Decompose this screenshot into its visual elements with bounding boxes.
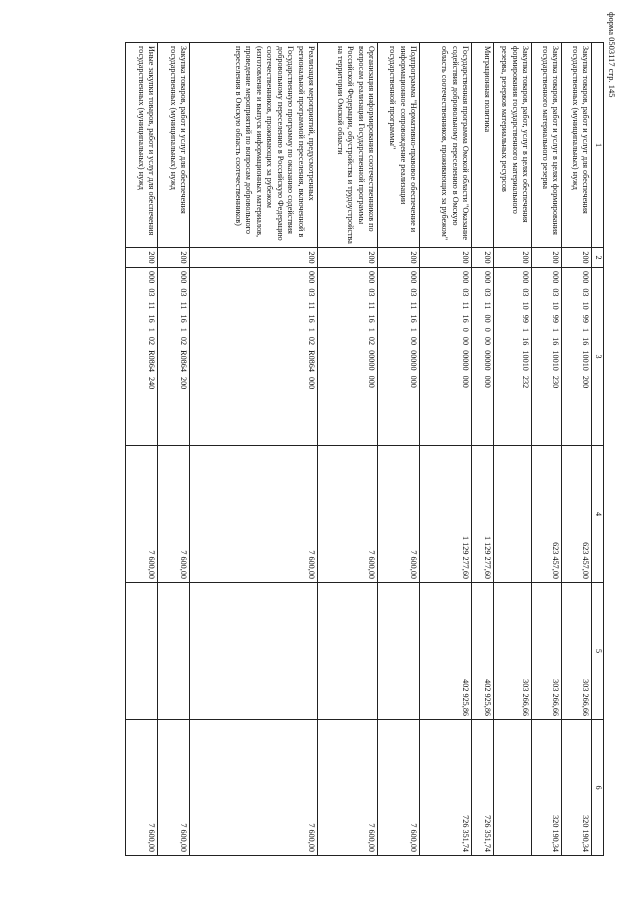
row-name: Подпрограмма "Нормативно-правовое обеспечение и информационное сопровождение реализации государственной программы" bbox=[378, 43, 420, 248]
column-number-row bbox=[592, 43, 604, 856]
row-name: Организация информирования соотечественников по вопросам реализации Государственной программы Российской Федерации, обустройства и трудоустройства на территории Омской области bbox=[318, 43, 378, 248]
table-row bbox=[472, 43, 494, 856]
row-name: Иные закупки товаров, работ и услуг для обеспечения государственных (муниципальных) нужд bbox=[126, 43, 158, 248]
unexecuted-amount: 7 600,00 bbox=[190, 720, 318, 856]
column-header: 5 bbox=[592, 583, 604, 720]
page-header bbox=[607, 12, 640, 212]
approved-plan: 7 600,00 bbox=[126, 446, 158, 583]
line-code: 200 bbox=[472, 248, 494, 268]
unexecuted-amount bbox=[494, 720, 532, 856]
table-row bbox=[562, 43, 592, 856]
budget-classification-code: 000 03 11 16 1 02 00000 000 bbox=[318, 268, 378, 446]
line-code: 200 bbox=[532, 248, 562, 268]
approved-plan: 623 457,00 bbox=[562, 446, 592, 583]
row-name: Закупка товаров, работ и услуг для обеспечения государственных (муниципальных) нужд bbox=[158, 43, 190, 248]
row-name: Миграционная политика bbox=[472, 43, 494, 248]
table-row bbox=[318, 43, 378, 856]
table-row bbox=[126, 43, 158, 856]
form-reference: форма 0503117 стр. 145 bbox=[607, 12, 617, 98]
column-header: 2 bbox=[592, 248, 604, 268]
executed-amount bbox=[158, 583, 190, 720]
executed-amount bbox=[126, 583, 158, 720]
line-code: 200 bbox=[126, 248, 158, 268]
row-name: Реализация мероприятий, предусмотренных региональной программой переселения, включенной в Государственную программу по оказанию содействия добровольному переселению в Российскую Федерацию соотечественников, проживающих за рубежом (изготовление и выпуск информационных материалов, проведение мероприятий по вопросам добровольного переселения в Омскую область соотечественников) bbox=[190, 43, 318, 248]
unexecuted-amount: 7 600,00 bbox=[158, 720, 190, 856]
budget-table-container bbox=[72, 42, 604, 855]
executed-amount bbox=[190, 583, 318, 720]
approved-plan: 7 600,00 bbox=[158, 446, 190, 583]
unexecuted-amount: 7 600,00 bbox=[318, 720, 378, 856]
approved-plan: 7 600,00 bbox=[190, 446, 318, 583]
table-row bbox=[378, 43, 420, 856]
line-code: 200 bbox=[378, 248, 420, 268]
table-row bbox=[532, 43, 562, 856]
executed-amount: 303 266,66 bbox=[494, 583, 532, 720]
approved-plan: 1 129 277,60 bbox=[472, 446, 494, 583]
executed-amount bbox=[318, 583, 378, 720]
executed-amount: 303 266,66 bbox=[562, 583, 592, 720]
line-code: 200 bbox=[190, 248, 318, 268]
approved-plan bbox=[494, 446, 532, 583]
unexecuted-amount: 320 190,34 bbox=[532, 720, 562, 856]
unexecuted-amount: 726 351,74 bbox=[420, 720, 472, 856]
approved-plan: 623 457,00 bbox=[532, 446, 562, 583]
column-header: 1 bbox=[592, 43, 604, 248]
line-code: 200 bbox=[562, 248, 592, 268]
line-code: 200 bbox=[494, 248, 532, 268]
row-name: Закупка товаров, работ и услуг в целях формирования государственного материального резерва bbox=[532, 43, 562, 248]
table-row bbox=[420, 43, 472, 856]
approved-plan: 7 600,00 bbox=[318, 446, 378, 583]
table-row bbox=[158, 43, 190, 856]
row-name: Закупка товаров, работ и услуг для обеспечения государственных (муниципальных) нужд bbox=[562, 43, 592, 248]
line-code: 200 bbox=[158, 248, 190, 268]
column-header: 3 bbox=[592, 268, 604, 446]
budget-classification-code: 000 03 11 16 1 02 R0864 240 bbox=[126, 268, 158, 446]
budget-classification-code: 000 03 11 16 0 00 00000 000 bbox=[420, 268, 472, 446]
unexecuted-amount: 726 351,74 bbox=[472, 720, 494, 856]
unexecuted-amount: 7 600,00 bbox=[126, 720, 158, 856]
budget-classification-code: 000 03 10 99 1 16 10010 230 bbox=[532, 268, 562, 446]
budget-classification-code: 000 03 11 16 1 00 00000 000 bbox=[378, 268, 420, 446]
budget-classification-code: 000 03 10 99 1 16 10010 232 bbox=[494, 268, 532, 446]
executed-amount: 402 925,86 bbox=[472, 583, 494, 720]
budget-classification-code: 000 03 11 16 1 02 R0864 000 bbox=[190, 268, 318, 446]
column-header: 4 bbox=[592, 446, 604, 583]
budget-classification-code: 000 03 11 16 1 02 R0864 200 bbox=[158, 268, 190, 446]
table-row bbox=[494, 43, 532, 856]
executed-amount: 402 925,86 bbox=[420, 583, 472, 720]
row-name: Государственная программа Омской области "Оказание содействия добровольному переселению в Омскую область соотечественников, проживающих за рубежом" bbox=[420, 43, 472, 248]
budget-classification-code: 000 03 10 99 1 16 10010 200 bbox=[562, 268, 592, 446]
budget-classification-code: 000 03 11 00 0 00 00000 000 bbox=[472, 268, 494, 446]
unexecuted-amount: 320 190,34 bbox=[562, 720, 592, 856]
line-code: 200 bbox=[420, 248, 472, 268]
unexecuted-amount: 7 600,00 bbox=[378, 720, 420, 856]
budget-execution-table bbox=[126, 42, 605, 856]
column-header: 6 bbox=[592, 720, 604, 856]
approved-plan: 1 129 277,60 bbox=[420, 446, 472, 583]
row-name: Закупка товаров, работ, услуг в целях обеспечения формирования государственного материального резерва, резервов материальных ресурсов bbox=[494, 43, 532, 248]
table-row bbox=[190, 43, 318, 856]
approved-plan: 7 600,00 bbox=[378, 446, 420, 583]
line-code: 200 bbox=[318, 248, 378, 268]
executed-amount bbox=[378, 583, 420, 720]
executed-amount: 303 266,66 bbox=[532, 583, 562, 720]
